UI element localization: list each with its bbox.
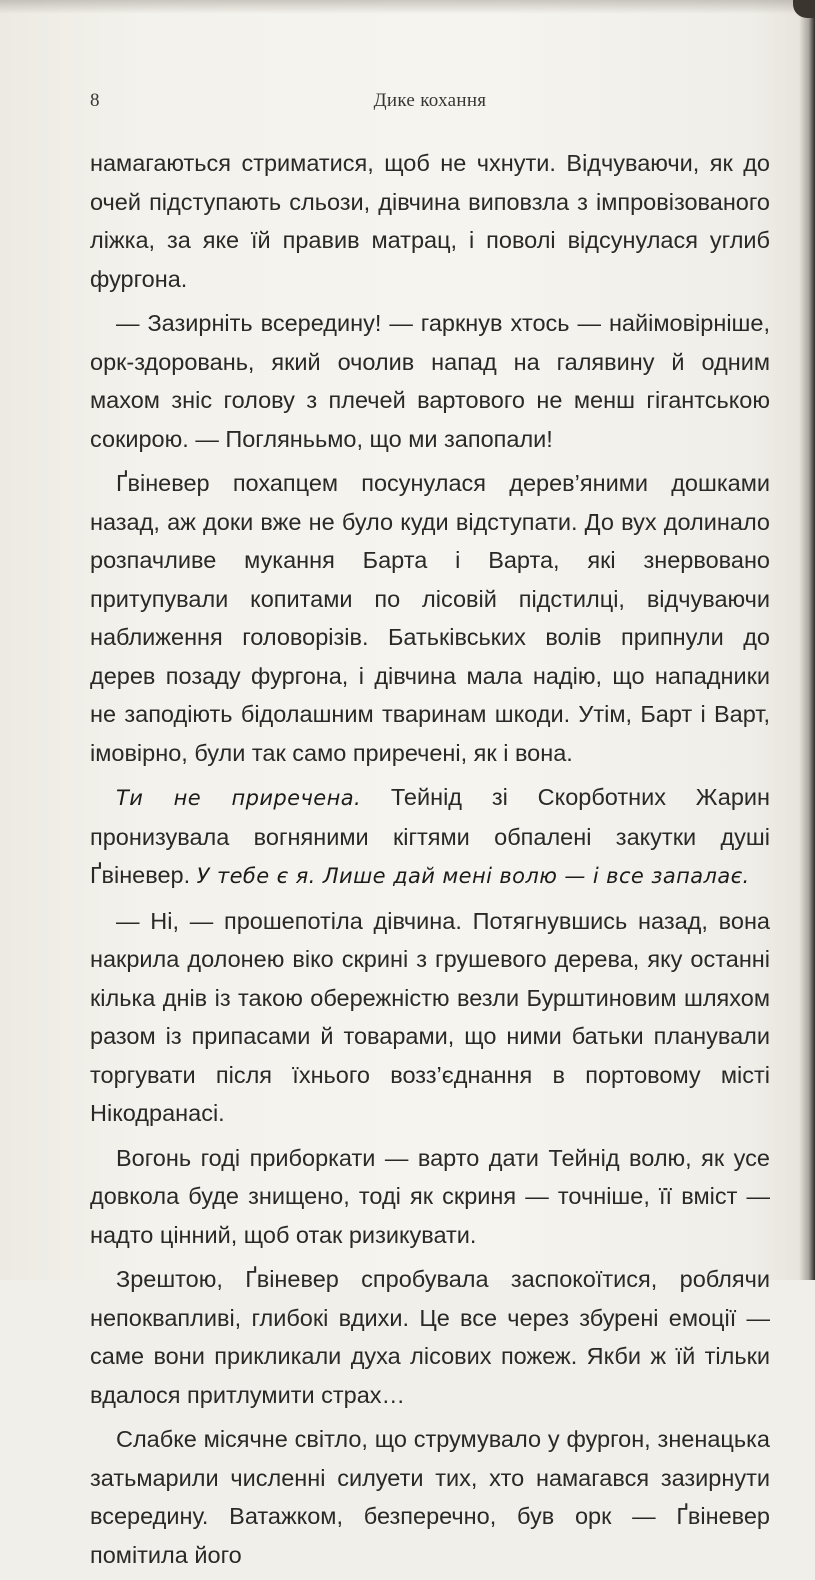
- body-text: [90, 144, 770, 1580]
- page-top-shadow: [0, 0, 815, 14]
- page-number: 8: [90, 90, 100, 111]
- running-title: Дике кохання: [373, 90, 487, 111]
- paragraph: [90, 304, 770, 458]
- paragraph-text: Тейнід зі Скорботних Жарин пронизувала вогняними кігтями обпалені закутки душі Ґвіневер.: [90, 784, 771, 888]
- paragraph: [90, 1260, 770, 1414]
- page-binding-edge: [799, 0, 815, 1280]
- handwritten-text: Ти не приречена.: [116, 786, 362, 810]
- paragraph-text: Ґвіневер похапцем посунулася дерев’яними дошками назад, аж доки вже не було куди відступати. До вух долинало розпачливе мукання Барта і Варта, які знервовано притупували копитами по лісовій підстилці, відчуваючи наближення головорізів. Батьківських волів припнули до дерев позаду фургона, і дівчина мала надію, що нападники не заподіють бідолашним тваринам шкоди. Утім, Барт і Варт, імовірно, були так само приречені, як і вона.: [90, 470, 770, 766]
- paragraph-text: Вогонь годі приборкати — варто дати Тейнід волю, як усе довкола буде знищено, тоді як скриня — точніше, її вміст — надто цінний, щоб отак ризикувати.: [90, 1144, 770, 1248]
- paragraph: [90, 1420, 770, 1574]
- paragraph-text: — Ні, — прошепотіла дівчина. Потягнувшись назад, вона накрила долонею віко скрині з грушевого дерева, яку останні кілька днів із такою обережністю везли Бурштиновим шляхом разом із припасами й товарами, що ними батьки планували торгувати після їхнього возз’єднання в портовому місті Нікодранасі.: [90, 907, 770, 1126]
- corner-mark: [793, 0, 815, 18]
- paragraph: [90, 902, 770, 1133]
- paragraph: [90, 144, 770, 298]
- paragraph-text: Зрештою, Ґвіневер спробувала заспокоїтися, роблячи непоквапливі, глибокі вдихи. Це все через збурені емоції — саме вони прикликали духа лісових пожеж. Якби ж їй тільки вдалося притлумити страх…: [90, 1266, 770, 1408]
- running-header: [90, 90, 770, 114]
- paragraph: [90, 464, 770, 772]
- handwritten-text: У тебе є я. Лише дай мені волю — і все запалає.: [196, 864, 750, 888]
- paragraph: [90, 778, 770, 896]
- paragraph-text: Слабке місячне світло, що струмувало у фургон, зненацька затьмарили численні силуети тих, хто намагався зазирнути всередину. Ватажком, безперечно, був орк — Ґвіневер помітила його: [90, 1426, 770, 1568]
- paragraph-text: — Зазирніть всередину! — гаркнув хтось — найімовірніше, орк-здоровань, який очолив напад на галявину й одним махом зніс голову з плечей вартового не менш гігантською сокирою. — Поглянььмо, що ми запопали!: [90, 310, 770, 452]
- paragraph-text: намагаються стриматися, щоб не чхнути. Відчуваючи, як до очей підступають сльози, дівчина виповзла з імпровізованого ліжка, за яке їй правив матрац, і поволі відсунулася углиб фургона.: [90, 150, 770, 292]
- paragraph: [90, 1139, 770, 1255]
